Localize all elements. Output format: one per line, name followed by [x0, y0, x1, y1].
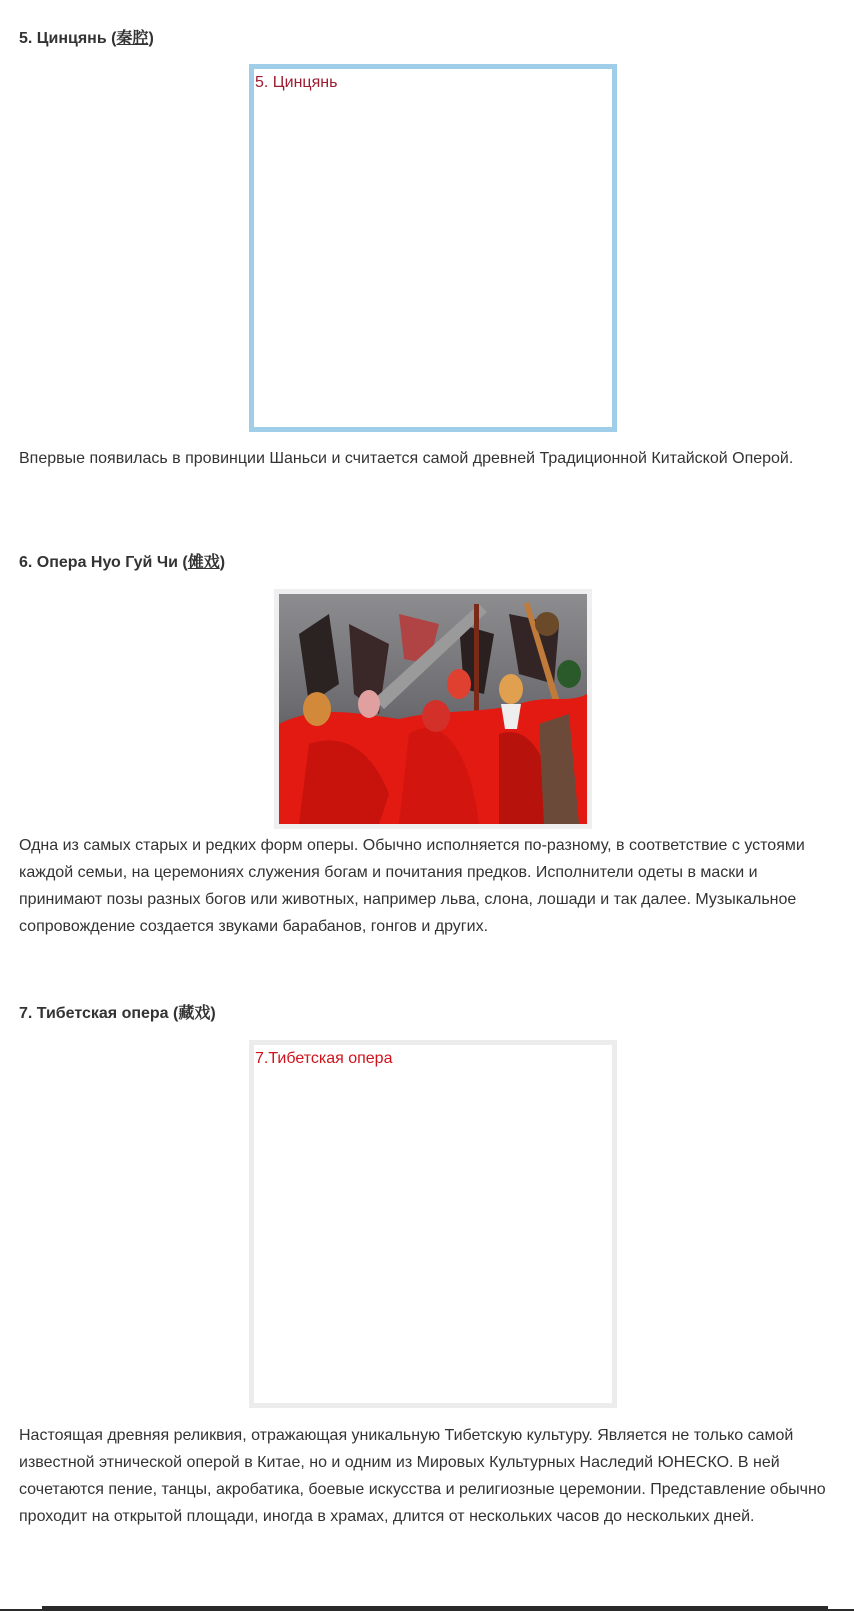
chinese-term-link[interactable]: 秦腔 — [116, 30, 149, 47]
heading-close: ) — [219, 554, 226, 571]
nuo-opera-photo — [274, 589, 592, 829]
section-paragraph-nuo: Одна из самых старых и редких форм оперы. Обычно исполняется по-разному, в соответствие с устоями каждой семьи, на церемониях служения богам и почитания предков. Исполнители одеты в маски и принимают позы разных богов или животных, например льва, слона, лошади и так далее. Музыкальное сопровождение создается звуками барабанов, гонгов и других. — [19, 837, 805, 935]
heading-text: 5. Цинцянь ( — [19, 30, 117, 47]
heading-close: ) — [148, 30, 154, 47]
chinese-term: 藏戏 — [178, 1005, 211, 1022]
heading-close: ) — [210, 1005, 216, 1022]
section-heading-qinqiang — [19, 29, 154, 49]
chinese-term-link[interactable]: 傩戏 — [187, 554, 220, 571]
embedded-media-frame-qinqiang[interactable] — [249, 64, 617, 432]
footer-bar — [42, 1606, 828, 1611]
media-caption: 7.Тибетская опера — [255, 1050, 393, 1067]
section-heading-tibetan — [19, 1004, 216, 1024]
heading-text: 7. Тибетская опера ( — [19, 1005, 179, 1022]
section-heading-nuo — [19, 553, 225, 573]
heading-text: 6. Опера Нуо Гуй Чи ( — [19, 554, 188, 571]
photo-illustration — [279, 594, 587, 824]
media-caption: 5. Цинцянь — [255, 74, 338, 91]
embedded-media-frame-tibetan[interactable] — [249, 1040, 617, 1408]
section-paragraph-tibetan: Настоящая древняя реликвия, отражающая уникальную Тибетскую культуру. Является не только самой известной этнической оперой в Китае, но и одним из Мировых Культурных Наследий ЮНЕСКО. В ней сочетаются пение, танцы, акробатика, боевые искусства и религиозные церемонии. Представление обычно проходит на открытой площади, иногда в храмах, длится от нескольких часов до нескольких дней. — [19, 1427, 826, 1525]
section-paragraph-qinqiang: Впервые появилась в провинции Шаньси и считается самой древней Традиционной Китайской Оперой. — [19, 450, 794, 467]
